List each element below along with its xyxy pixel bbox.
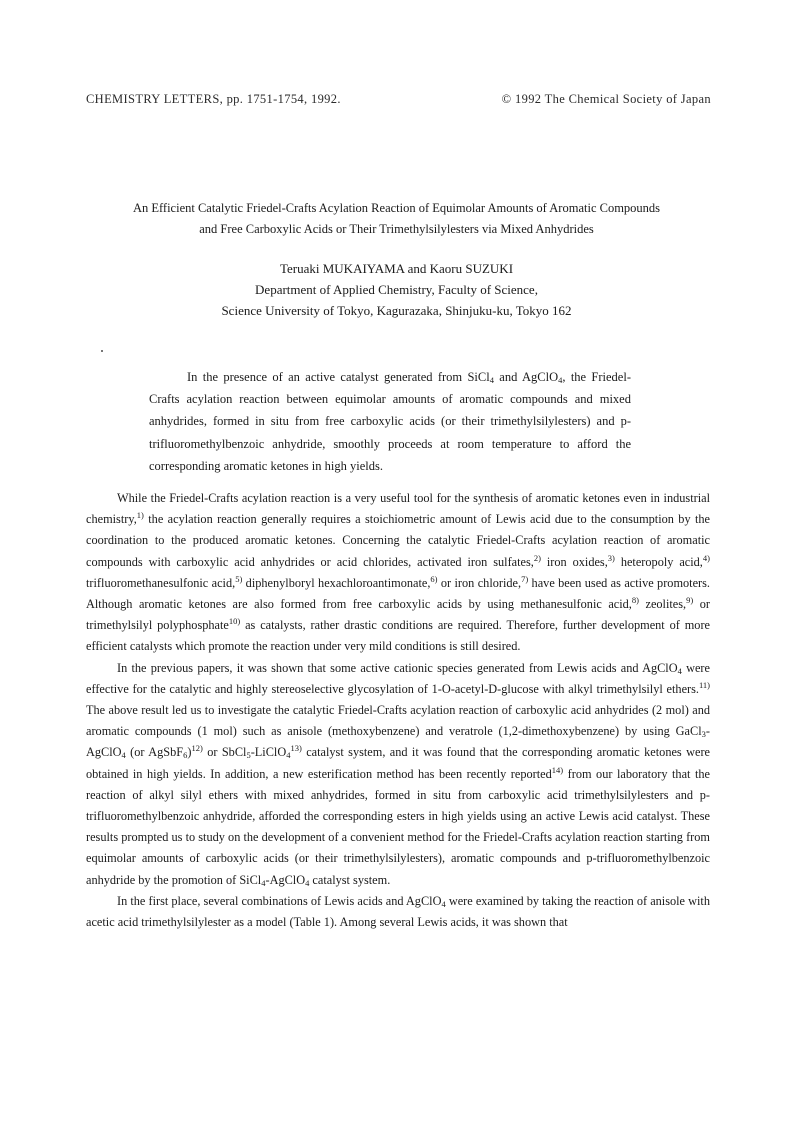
text-run: -AgClO — [86, 724, 710, 760]
reference-mark: 14) — [551, 764, 564, 775]
reference-mark: 2) — [533, 552, 541, 563]
text-run: or SbCl — [202, 745, 247, 760]
subscript: 4 — [489, 375, 494, 385]
subscript: 5 — [246, 750, 251, 761]
title-line-1: An Efficient Catalytic Friedel-Crafts Acylation Reaction of Equimolar Amounts of Aromatic Compounds — [132, 201, 661, 215]
reference-mark: 12) — [191, 743, 203, 754]
reference-mark: 5) — [235, 573, 243, 584]
text-run: While the Friedel-Crafts acylation reaction is a very useful tool for the synthesis of aromatic ketones even in industrial chemistry, — [86, 491, 710, 527]
text-run: In the previous papers, it was shown that some active cationic species generated from Lewis acids and AgClO — [117, 660, 678, 675]
subscript: 3 — [701, 729, 706, 740]
text-run: from our laboratory that the reaction of alkyl silyl ethers with mixed anhydrides, formed in situ from carboxylic acid trimethylsilylesters and p-trifluoromethylbenzoic anhydride, afforded the corresponding esters in high yields using an active Lewis acid catalyst. These results prompted us to study on the development of a convenient method for the Friedel-Crafts acylation reaction starting from equimolar amounts of carboxylic acids (or their trimethylsilylesters), aromatic compounds and p-trifluoromethylbenzoic anhydride by the promotion of SiCl — [86, 766, 710, 887]
paragraph-2 — [86, 658, 710, 891]
subscript: 6 — [183, 750, 188, 761]
author-names: Teruaki MUKAIYAMA and Kaoru SUZUKI — [279, 261, 514, 276]
text-run: In the first place, several combinations of Lewis acids and AgClO — [117, 893, 442, 908]
text-run: The above result led us to investigate the catalytic Friedel-Crafts acylation reaction of carboxylic acid anhydrides (2 mol) and aromatic compounds (1 mol) such as anisole (methoxybenzene) and veratrole (1,2-dimethoxybenzene) by using GaCl — [86, 703, 710, 739]
paper-title — [60, 198, 733, 240]
text-run: or iron chloride, — [437, 575, 522, 590]
text-run: as catalysts, rather drastic conditions are required. Therefore, further development of more efficient catalysts which promote the reaction under very mild conditions is still desired. — [86, 618, 710, 654]
reference-mark: 9) — [686, 595, 694, 606]
abstract — [149, 366, 631, 477]
dot-mark — [101, 350, 103, 352]
paragraph-3 — [86, 891, 710, 933]
reference-mark: 10) — [228, 616, 241, 627]
text-run: heteropoly acid, — [614, 554, 703, 569]
text-run: diphenylboryl hexachloroantimonate, — [242, 575, 431, 590]
reference-mark: 6) — [430, 573, 438, 584]
text-run: the acylation reaction generally requires a stoichiometric amount of Lewis acid due to the consumption by the coordination to the produced aromatic ketones. Concerning the catalytic Friedel-Crafts acylation reaction of aromatic compounds with carboxylic acid anhydrides or acid chlorides, activated iron sulfates, — [86, 512, 710, 569]
text-run: have been used as active promoters. Although aromatic ketones are also formed from free carboxylic acids by using methanesulfonic acid, — [86, 575, 710, 612]
title-line-2: and Free Carboxylic Acids or Their Trimethylsilylesters via Mixed Anhydrides — [199, 222, 594, 236]
running-header — [86, 92, 711, 107]
text-run: ) — [187, 745, 192, 760]
author-block — [60, 258, 733, 321]
subscript: 4 — [558, 375, 563, 385]
subscript: 4 — [305, 877, 310, 888]
body-text — [86, 488, 710, 933]
text-run: zeolites, — [638, 597, 687, 612]
reference-mark: 3) — [607, 552, 615, 563]
text-run: (or AgSbF — [125, 745, 184, 760]
text-run: iron oxides, — [540, 554, 608, 569]
text-run: catalyst system. — [309, 872, 391, 887]
author-university: Science University of Tokyo, Kagurazaka, Shinjuku-ku, Tokyo 162 — [221, 303, 572, 318]
subscript: 4 — [121, 750, 126, 761]
copyright-notice: © 1992 The Chemical Society of Japan — [501, 92, 711, 106]
author-department: Department of Applied Chemistry, Faculty of Science, — [255, 282, 538, 297]
text-run: catalyst system, and it was found that the corresponding aromatic ketones were obtained in high yields. In addition, a new esterification method has been recently reported — [86, 745, 710, 781]
text-run: trifluoromethanesulfonic acid, — [86, 575, 236, 590]
text-run: -LiClO — [250, 745, 287, 760]
reference-mark: 1) — [136, 510, 144, 521]
text-run: -AgClO — [265, 872, 306, 887]
reference-mark: 4) — [702, 552, 710, 563]
abstract-text: , the Friedel-Crafts acylation reaction between equimolar amounts of aromatic compounds and mixed anhydrides, formed in situ from free carboxylic acids (or their trimethylsilylesters) and p-trifluoromethylbenzoic anhydride, smoothly proceeds at room temperature to afford the corresponding aromatic ketones in high yields. — [149, 370, 631, 473]
journal-citation: CHEMISTRY LETTERS, pp. 1751-1754, 1992. — [86, 92, 341, 106]
subscript: 4 — [677, 665, 682, 676]
paragraph-1 — [86, 488, 710, 658]
reference-mark: 8) — [631, 595, 639, 606]
abstract-text: and AgClO — [493, 370, 559, 384]
subscript: 4 — [441, 898, 446, 909]
text-run: were examined by taking the reaction of anisole with acetic acid trimethylsilylester as a model (Table 1). Among several Lewis acids, it was shown that — [86, 893, 710, 930]
reference-mark: 13) — [290, 743, 302, 754]
reference-mark: 11) — [698, 679, 710, 690]
abstract-text: In the presence of an active catalyst generated from SiCl — [187, 370, 490, 384]
subscript: 4 — [286, 750, 291, 761]
text-run: were effective for the catalytic and highly stereoselective glycosylation of 1-O-acetyl-D-glucose with alkyl trimethylsilyl ethers. — [86, 660, 710, 696]
text-run: or trimethylsilyl polyphosphate — [86, 597, 710, 633]
reference-mark: 7) — [521, 573, 529, 584]
subscript: 4 — [261, 877, 266, 888]
